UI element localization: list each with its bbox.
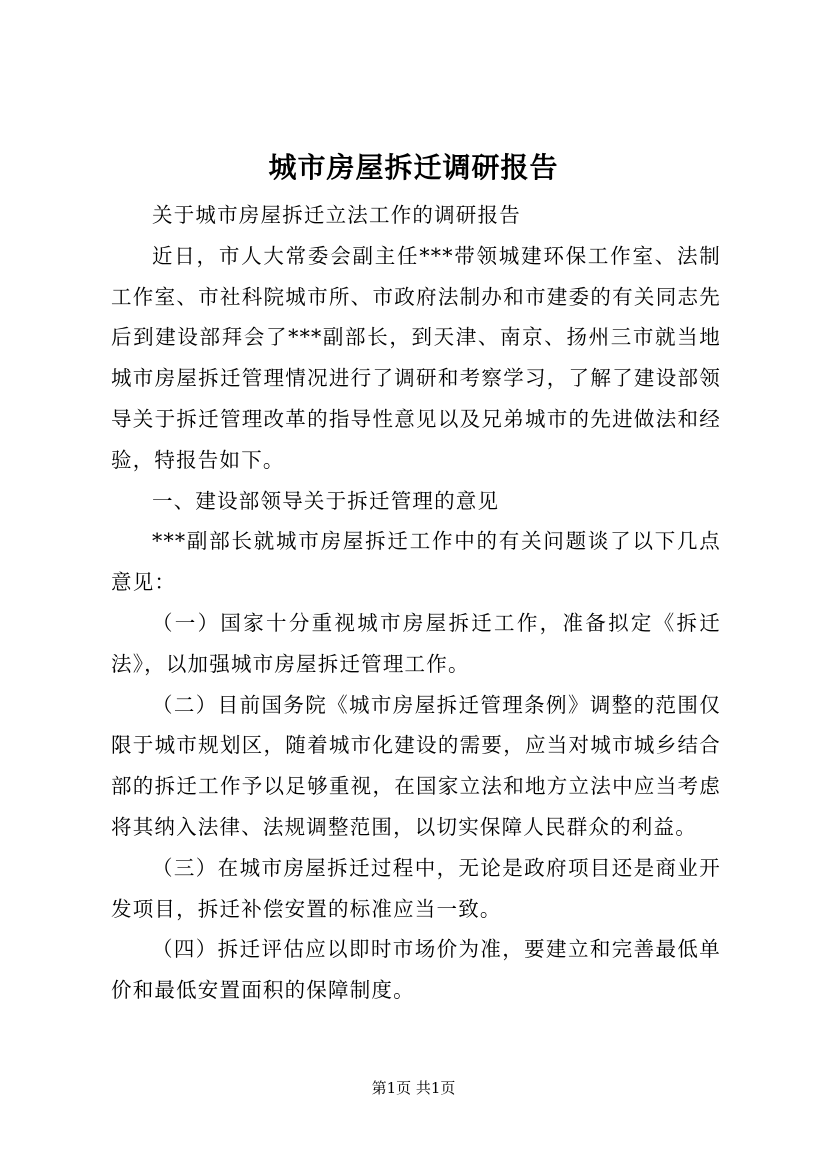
section-heading: 一、建设部领导关于拆迁管理的意见 — [152, 488, 500, 513]
document-title: 城市房屋拆迁调研报告 — [268, 151, 559, 184]
paragraph-item-3: （三）在城市房屋拆迁过程中，无论是政府项目还是商业开发项目，拆迁补偿安置的标准应当一致。 — [111, 855, 721, 921]
paragraph-subtitle: 关于城市房屋拆迁立法工作的调研报告 — [152, 203, 521, 227]
document-body — [111, 195, 721, 1011]
paragraph-item-4: （四）拆迁评估应以即时市场价为准，要建立和完善最低单价和最低安置面积的保障制度。 — [111, 937, 721, 1003]
paragraph-item-1: （一）国家十分重视城市房屋拆迁工作，准备拟定《拆迁法》，以加强城市房屋拆迁管理工作。 — [111, 610, 721, 676]
paragraph-intro: 近日，市人大常委会副主任***带领城建环保工作室、法制工作室、市社科院城市所、市政府法制办和市建委的有关同志先后到建设部拜会了***副部长，到天津、南京、扬州三市就当地城市房屋拆迁管理情况进行了调研和考察学习，了解了建设部领导关于拆迁管理改革的指导性意见以及兄弟城市的先进做法和经验，特报告如下。 — [111, 243, 721, 472]
paragraph-opinions-intro: ***副部长就城市房屋拆迁工作中的有关问题谈了以下几点意见： — [111, 529, 721, 595]
page-footer: 第1页 共1页 — [371, 1079, 456, 1097]
paragraph-item-2: （二）目前国务院《城市房屋拆迁管理条例》调整的范围仅限于城市规划区，随着城市化建设的需要，应当对城市城乡结合部的拆迁工作予以足够重视，在国家立法和地方立法中应当考虑将其纳入法律、法规调整范围，以切实保障人民群众的利益。 — [111, 692, 721, 839]
